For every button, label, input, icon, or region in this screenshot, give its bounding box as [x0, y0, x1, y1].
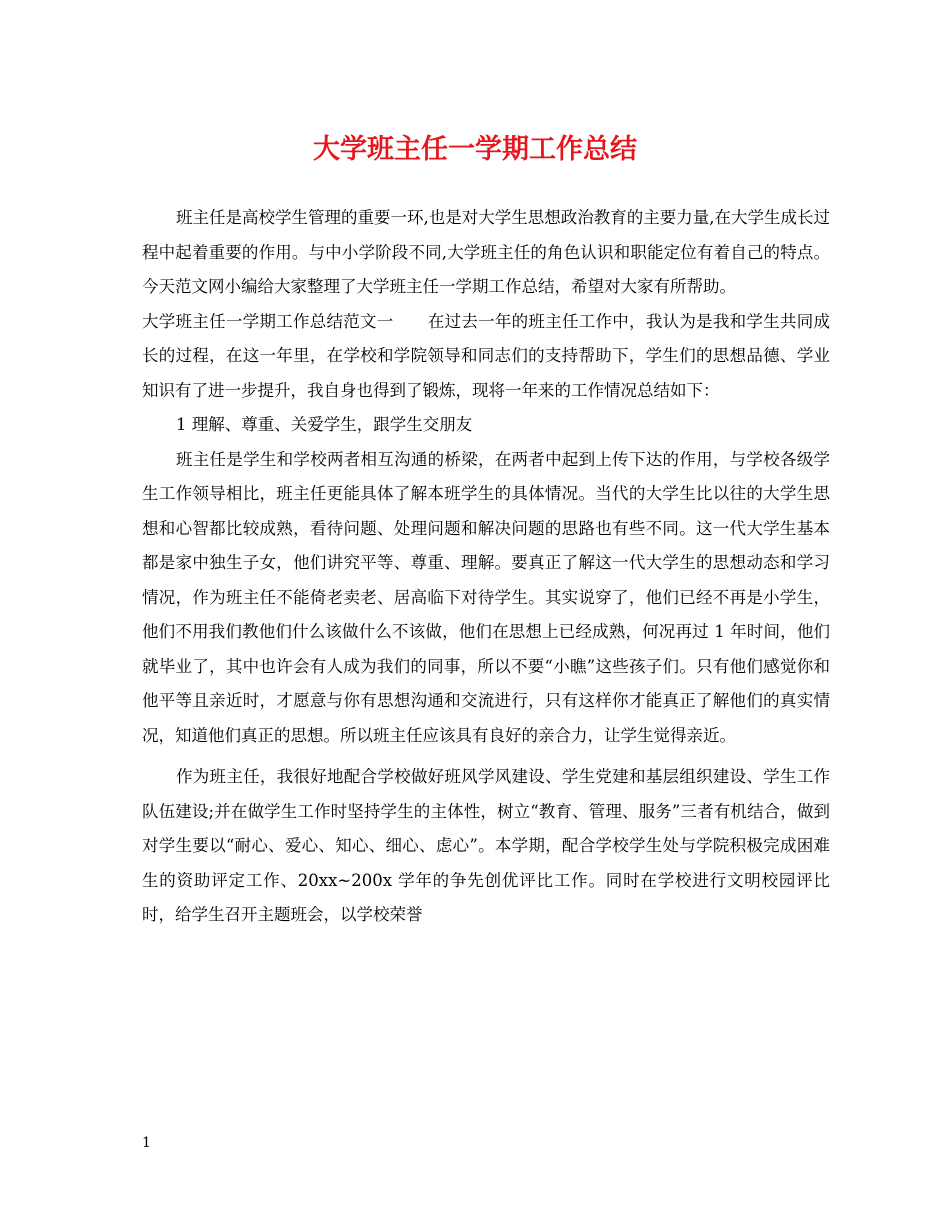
body-paragraph-2: 作为班主任，我很好地配合学校做好班风学风建设、学生党建和基层组织建设、学生工作队伍建设;并在做学生工作时坚持学生的主体性，树立“教育、管理、服务”三者有机结合，做到对学生要以“耐心、爱心、知心、细心、虑心”。本学期，配合学校学生处与学院积极完成困难生的资助评定工作、20xx~200x 学年的争先创优评比工作。同时在学校进行文明校园评比时，给学生召开主题班会，以学校荣誉 [142, 767, 830, 924]
sample-paragraph [142, 305, 830, 409]
sample-heading: 大学班主任一学期工作总结范文一 [142, 311, 394, 331]
document-title: 大学班主任一学期工作总结 [313, 134, 637, 165]
document-body [142, 201, 830, 933]
section-1-heading: 1 理解、尊重、关爱学生，跟学生交朋友 [176, 415, 473, 434]
sample-opening-text: 在过去一年的班主任工作中，我认为是我和学生共同成长的过程，在这一年里，在学校和学院领导和同志们的支持帮助下，学生们的思想品德、学业知识有了进一步提升，我自身也得到了锻炼，现将一年来的工作情况总结如下： [142, 311, 831, 400]
page-number: 1 [142, 1135, 151, 1151]
body-paragraph-1: 班主任是学生和学校两者相互沟通的桥梁，在两者中起到上传下达的作用，与学校各级学生工作领导相比，班主任更能具体了解本班学生的具体情况。当代的大学生比以往的大学生思想和心智都比较成熟，看待问题、处理问题和解决问题的思路也有些不同。这一代大学生基本都是家中独生子女，他们讲究平等、尊重、理解。要真正了解这一代大学生的思想动态和学习情况，作为班主任不能倚老卖老、居高临下对待学生。其实说穿了，他们已经不再是小学生，他们不用我们教他们什么该做什么不该做，他们在思想上已经成熟，何况再过 1 年时间，他们就毕业了，其中也许会有人成为我们的同事，所以不要“小瞧”这些孩子们。只有他们感觉你和他平等且亲近时，才愿意与你有思想沟通和交流进行，只有这样你才能真正了解他们的真实情况，知道他们真正的思想。所以班主任应该具有良好的亲合力，让学生觉得亲近。 [142, 449, 830, 745]
intro-paragraph: 班主任是高校学生管理的重要一环,也是对大学生思想政治教育的主要力量,在大学生成长过程中起着重要的作用。与中小学阶段不同,大学班主任的角色认识和职能定位有着自己的特点。今天范文网小编给大家整理了大学班主任一学期工作总结，希望对大家有所帮助。 [142, 208, 830, 296]
